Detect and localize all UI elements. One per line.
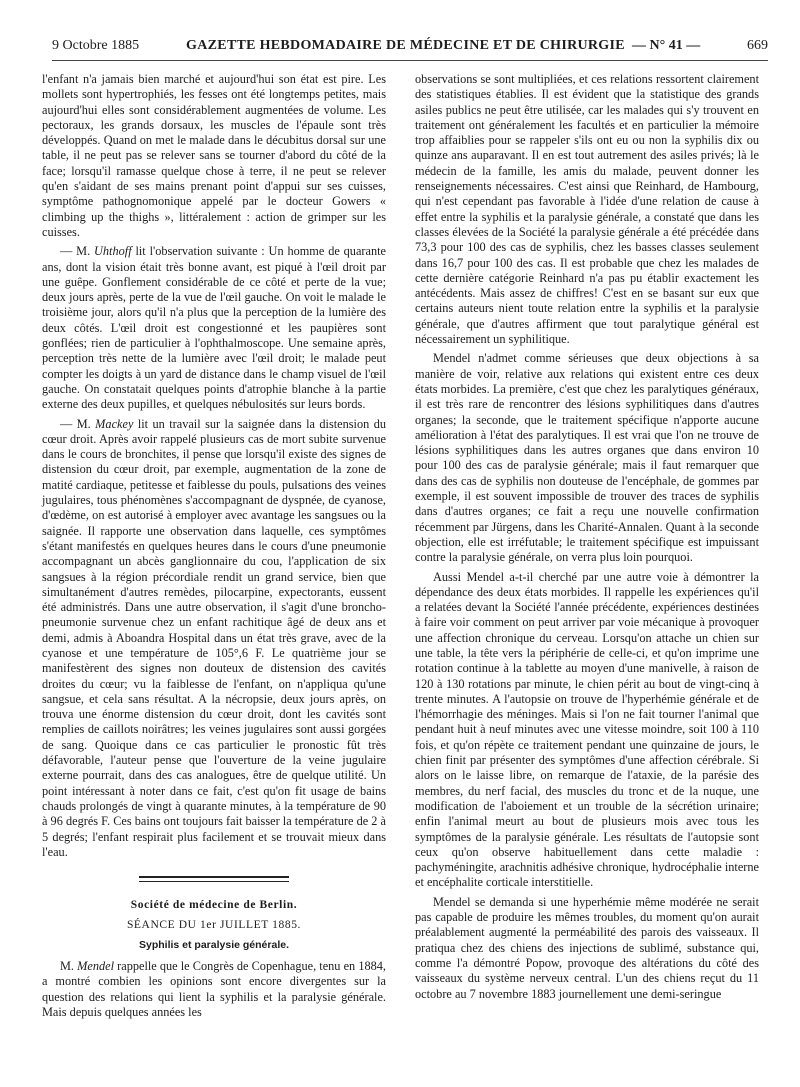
session-subject: Syphilis et paralysie générale.: [139, 938, 289, 951]
issue-date: 9 Octobre 1885: [52, 38, 140, 53]
paragraph-text: rappelle que le Congrès de Copenhague, tenu en 1884, a montré combien les opinions sont encore divergentes sur la question des relations qui lient la syphilis et la paralysie générale. Mais depuis quelques années les: [42, 959, 386, 1019]
paragraph-gowers: l'enfant n'a jamais bien marché et aujourd'hui son état est pire. Les mollets sont hypertrophiés, les fesses ont été longtemps petites, mais aujourd'hui elles sont considérablement augmentées de volume. Les pectoraux, les grands dorsaux, les muscles de l'épaule sont très développés. Quand on met le malade dans le décubitus dorsal sur une table, il ne peut pas se relever sans se tourner d'abord du côté de la face; lorsqu'il ramasse quelque chose à terre, il ne peut se relever qu'en s'aidant de ses mains prenant point d'appui sur ses cuisses, symptôme pathognomonique appelé par le docteur Gowers « climbing up the thighs », littéralement : action de grimper sur les cuisses.: [42, 72, 386, 239]
paragraph-objections: Mendel n'admet comme sérieuses que deux objections à sa manière de voir, relative aux relations qui existent entre ces deux états morbides. La première, c'est que chez les paralytiques généraux, il est très rare de rencontrer des lésions syphilitiques dans d'autres organes; la seconde, que le traitement spécifique n'apporte aucune amélioration à l'état des paralytiques. Il est vrai que l'on ne trouve de lésions syphilitiques dans les autres organes que dans environ 10 pour 100 des cas de paralysie générale; mais il faut remarquer que dans des cas de syphilis non douteuse de l'encéphale, de gommes par exemple, il est souvent impossible de trouver des traces de syphilis dans d'autres organes; ce fait a reçu une nouvelle confirmation récemment par Jürgens, dans les Charité-Annalen. Quant à la seconde objection, elle est irréfutable; le traitement spécifique est impuissant contre la paralysie générale, on verra plus loin pourquoi.: [415, 351, 759, 565]
author-name-uhthoff: Uhthoff: [94, 244, 132, 259]
paragraph-text: lit un travail sur la saignée dans la distension du cœur droit. Après avoir rappelé plusieurs cas de mort subite survenue dans le cours de bronchites, il pense que lorsqu'il existe des signes de distension du cœur droit, par exemple, augmentation de la zone de matité cardiaque, petitesse et faiblesse du pouls, pulsations des veines jugulaires, tous phénomènes s'accompagnant de dyspnée, de cyanose, d'œdème, on est autorisé à employer avec avantage les sangsues ou la saignée. Il rapporte une observation dans laquelle, ces symptômes s'étant manifestés en quelques heures dans le cours d'une pneumonie accompagnant un abcès ganglionnaire du cou, l'application de six sangsues à la région précordiale rendit un grand service, bien que simultanément d'autres remèdes, pilocarpine, expectorants, eussent été administrés. Dans une autre observation, il s'agit d'une broncho-pneumonie survenue chez un enfant rachitique âgé de deux ans et demi, admis à Aboandra Hospital dans un état très grave, avec de la cyanose et une température de 105°,6 F. Le quatrième jour se manifestèrent des signes non douteux de distension des cavités droites du cœur; vu la faiblesse de l'enfant, on n'appliqua qu'une sangsue, et cela sans résultat. A la nécropsie, deux jours après, on trouva une énorme distension du cœur droit, dont les cavités sont remplies de caillots noirâtres; les veines jugulaires sont aussi gorgées de sang. Quoique dans ce cas particulier le pronostic fût très défavorable, l'auteur pense que l'ouverture de la veine jugulaire externe pourrait, dans des cas analogues, être de quelque utilité. Un point intéressant à noter dans ce fait, c'est qu'on fit usage de bains chauds prolongés de vingt à quarante minutes, à la température de 90 à 96 degrés F. Ces bains ont toujours fait baisser la température de 2 à 5 degrés; l'enfant respirait plus facilement et se trouvait mieux dans l'eau.: [42, 416, 386, 859]
issue-number: — N° 41 —: [632, 38, 701, 53]
society-title: Société de médecine de Berlin.: [130, 899, 298, 912]
section-divider: [139, 876, 289, 882]
paragraph-statistics: observations se sont multipliées, et ces relations ressortent clairement des statistiques établies. Il est évident que la statistique des grands asiles publics ne peut être utilisée, car les malades qui s'y trouvent en traitement ont généralement les facultés et en particulier la mémoire trop affaiblies pour se rappeler s'ils ont eu ou non la syphilis dix ou quinze ans auparavant. Il en est tout autrement des asiles privés; là le médecin de la famille, les amis du malade, peuvent donner les renseignements nécessaires. C'est ainsi que Reinhard, de Hambourg, qui n'est cependant pas favorable à l'idée d'une relation de cause à effet entre la syphilis et la paralysie générale, a constaté que dans les classes élevées de la Société la paralysie générale a été précédée dans 73,3 pour 100 des cas de syphilis, chez les basses classes seulement dans 16,7 pour 100 des cas. Il est probable que chez les malades de cette dernière catégorie Reinhard n'a pas pu établir exactement les antécédents. Mais assez de chiffres! C'est en se basant sur eux que certains auteurs nient toute relation entre la syphilis et la paralysie générale, que d'autres affirment que tout paralytique général est nécessairement un syphilitique.: [415, 72, 759, 347]
paragraph-experiments: Aussi Mendel a-t-il cherché par une autre voie à démontrer la dépendance des deux états morbides. Il rappelle les expériences qu'il a relatées devant la Société l'année précédente, expériences destinées à faire voir comment on peut arriver par voie mécanique à provoquer une affection chronique du cerveau. Lorsqu'on attache un chien sur une table, la tête vers la périphérie de celle-ci, et qu'on imprime une rotation continue à la tablette au moyen d'une manivelle, à raison de 120 à 130 rotations par minute, le chien périt au bout de vingt-cinq à trente minutes. A l'autopsie on trouve de l'hyperhémie générale et de l'hémorrhagie des méninges. Mais si l'on ne fait tourner l'animal que pendant huit à neuf minutes avec une vitesse moindre, soit 100 à 110 fois, et qu'on répète ce traitement pendant une quinzaine de jours, le chien finit par présenter des symptômes d'une affection cérébrale. Si alors on le laisse libre, on remarque de l'ataxie, de la parésie des membres, du nerf facial, des muscles du tronc et de la nuque, une modification de l'aboiement et un trouble de la sécrétion urinaire; enfin l'animal meurt au bout de plusieurs mois avec tous les symptômes de la paralysie générale. Les résultats de l'autopsie sont ceux qu'on observe habituellement dans cette maladie : pachyméningite, arachnitis adhésive chronique, hydrocéphalie interne et encéphalite corticale interstitielle.: [415, 569, 759, 890]
paragraph-text: lit l'observation suivante : Un homme de quarante ans, dont la vision était très bonne avant, est piqué à l'œil droit par une guêpe. Gonflement considérable de ce côté et perte de la vue; deux jours après, perte de la vue de l'œil gauche. On voit le malade le troisième jour, alors qu'il n'a plus que la perception de la lumière des deux côtés. L'œil droit est congestionné et les paupières sont gonflées; rien de particulier à l'ophthalmoscope. Une semaine après, perception très nette de la lumière avec l'œil droit; le malade peut compter les doigts à un yard de distance dans le champ visuel de l'œil gauche. On constatait quelques points d'atrophie blanche à la partie externe des deux pupilles, et quelques nébulosités sur leurs bords.: [42, 244, 386, 412]
paragraph-uhthoff: [42, 244, 386, 412]
paragraph-prefix: M.: [60, 959, 78, 974]
page-number: 669: [747, 38, 768, 53]
session-date: SÉANCE DU 1er JUILLET 1885.: [126, 919, 302, 932]
left-column: [42, 72, 386, 1024]
paragraph-mendel-intro: [42, 959, 386, 1020]
author-name-mendel: Mendel: [77, 959, 115, 974]
paragraph-mackey: [42, 417, 386, 861]
right-column: [415, 72, 759, 1006]
paragraph-prefix: — M.: [60, 244, 95, 259]
paragraph-hyperhemia: Mendel se demanda si une hyperhémie même modérée ne serait pas capable de produire les mêmes troubles, du moment qu'on aurait préalablement augmenté la perméabilité des parois des vaisseaux. Il pratiqua chez des chiens des injections de sublimé, substance qui, comme l'a démontré Popow, provoque des altérations du côté des vaisseaux du système nerveux central. L'un des chiens reçut du 11 octobre au 7 novembre 1883 journellement une demi-seringue: [415, 894, 759, 1001]
journal-title: GAZETTE HEBDOMADAIRE DE MÉDECINE ET DE CHIRURGIE: [186, 38, 625, 53]
author-name-mackey: Mackey: [95, 416, 134, 431]
running-header: [52, 36, 768, 61]
paragraph-prefix: — M.: [60, 416, 96, 431]
